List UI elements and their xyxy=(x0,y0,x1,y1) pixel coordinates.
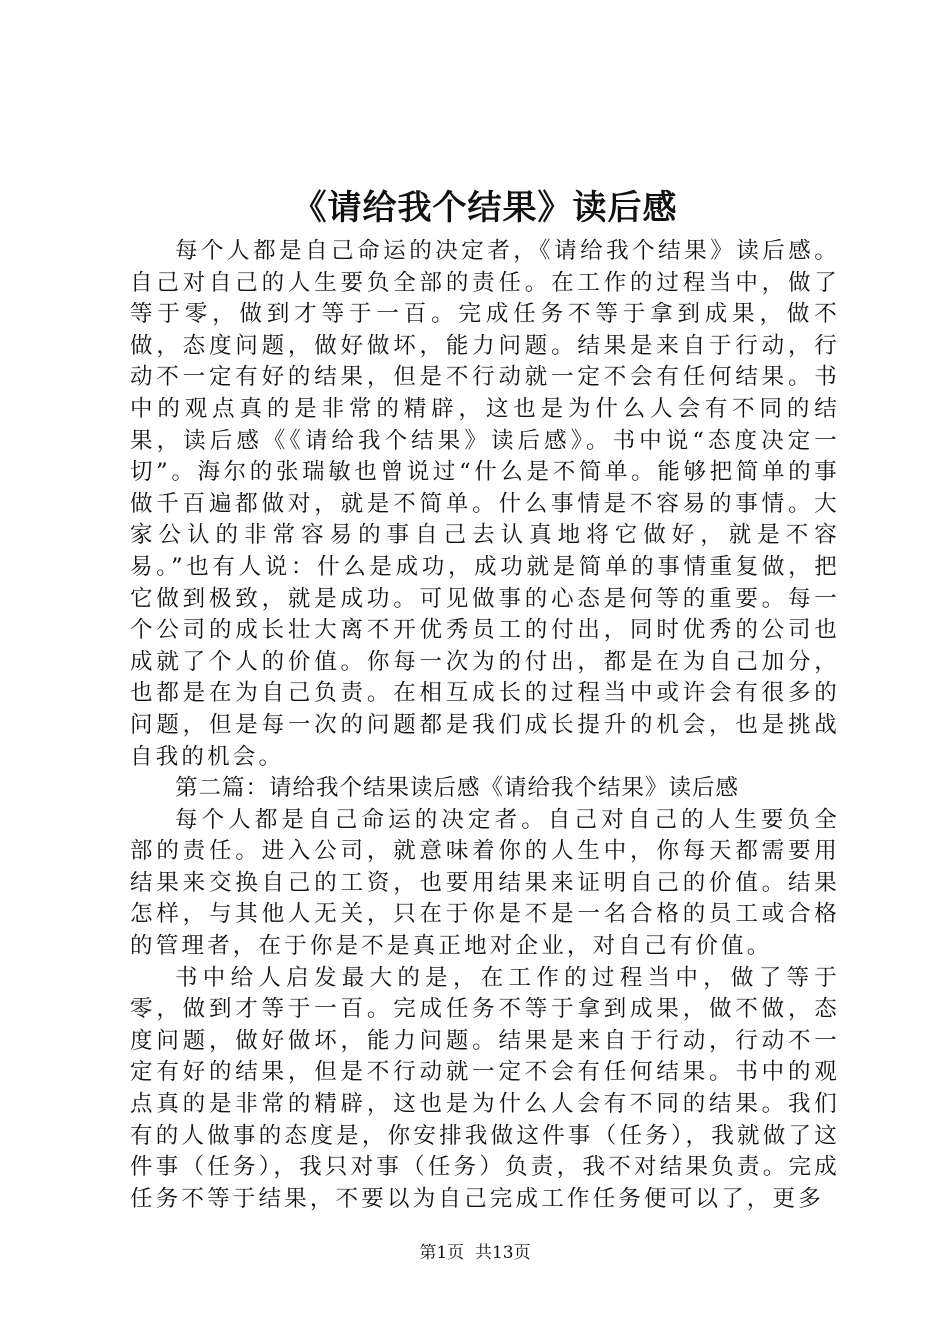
paragraph: 每个人都是自己命运的决定者，《请给我个结果》读后感。自己对自己的人生要负全部的责任。在工作的过程当中，做了等于零，做到才等于一百。完成任务不等于拿到成果，做不做，态度问题，做好做坏，能力问题。结果是来自于行动，行动不一定有好的结果，但是不行动就一定不会有任何结果。书中的观点真的是非常的精辟，这也是为什么人会有不同的结果，读后感《《请给我个结果》读后感》。书中说“态度决定一切”。海尔的张瑞敏也曾说过“什么是不简单。能够把简单的事做千百遍都做对，就是不简单。什么事情是不容易的事情。大家公认的非常容易的事自己去认真地将它做好，就是不容易。”也有人说：什么是成功，成功就是简单的事情重复做，把它做到极致，就是成功。可见做事的心态是何等的重要。每一个公司的成长壮大离不开优秀员工的付出，同时优秀的公司也成就了个人的价值。你每一次为的付出，都是在为自己加分，也都是在为自己负责。在相互成长的过程当中或许会有很多的问题，但是每一次的问题都是我们成长提升的机会，也是挑战自我的机会。 xyxy=(130,238,840,770)
paragraph: 书中给人启发最大的是，在工作的过程当中，做了等于零，做到才等于一百。完成任务不等于拿到成果，做不做，态度问题，做好做坏，能力问题。结果是来自于行动，行动不一定有好的结果，但是不行动就一定不会有任何结果。书中的观点真的是非常的精辟，这也是为什么人会有不同的结果。我们有的人做事的态度是，你安排我做这件事（任务），我就做了这件事（任务），我只对事（任务）负责，我不对结果负责。完成任务不等于结果，不要以为自己完成工作任务便可以了，更多 xyxy=(130,964,840,1212)
page-footer xyxy=(0,1241,950,1265)
document-body xyxy=(130,236,840,1215)
section-subtitle: 第二篇：请给我个结果读后感《请给我个结果》读后感 xyxy=(175,775,740,802)
document-title: 《请给我个结果》读后感 xyxy=(292,188,678,228)
page-number: 第1页 共13页 xyxy=(419,1243,531,1263)
paragraph: 每个人都是自己命运的决定者。自己对自己的人生要负全部的责任。进入公司，就意味着你的人生中，你每天都需要用结果来交换自己的工资，也要用结果来证明自己的价值。结果怎样，与其他人无关，只在于你是不是一名合格的员工或合格的管理者，在于你是不是真正地对企业，对自己有价值。 xyxy=(130,806,840,960)
